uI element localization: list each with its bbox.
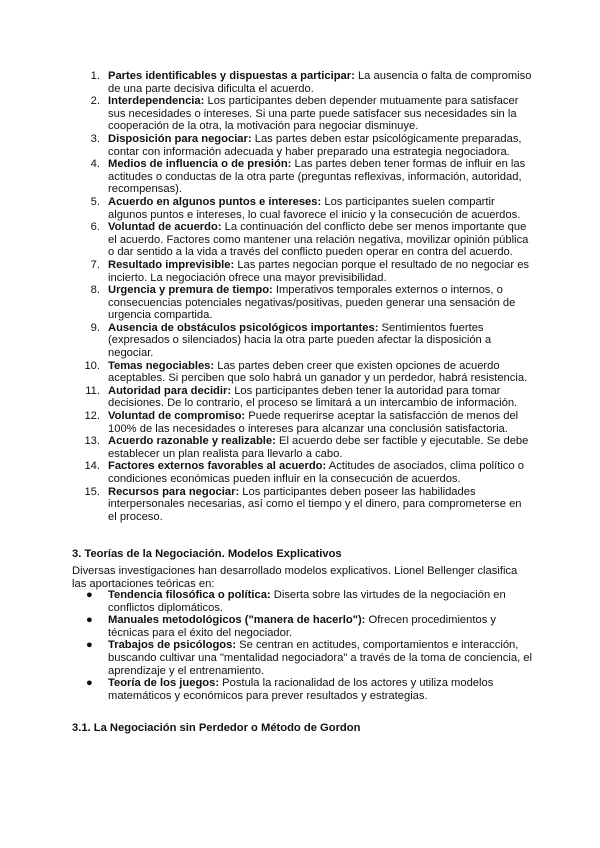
requirements-list [72,70,532,523]
list-item [72,221,532,259]
list-number: 9. [90,321,100,334]
list-term: Acuerdo en algunos puntos e intereses: [108,195,322,208]
bullet-icon: ● [86,677,93,690]
list-text: Las partes deben tener formas de influir en las actitudes o conductas de la otra parte (preguntas reflexivas, información, autoridad, recompensas). [108,158,526,196]
list-text: La ausencia o falta de compromiso de una parte decisiva dificulta el acuerdo. [108,70,532,95]
bullet-term: Tendencia filosófica o política: [108,589,271,601]
bullet-text: Diserta sobre las virtudes de la negociación en conflictos diplomáticos. [108,589,506,614]
list-text: Actitudes de asociados, clima político o condiciones económicas pueden influir en la consecución de acuerdos. [108,460,525,485]
list-term: Interdependencia: [108,95,205,108]
subsection-heading: 3.1. La Negociación sin Perdedor o Método de Gordon [72,722,361,734]
list-item [72,460,532,485]
theories-list [72,589,532,702]
bullet-icon: ● [86,639,93,652]
list-term: Partes identificables y dispuestas a participar: [108,70,355,82]
list-term: Urgencia y premura de tiempo: [108,284,273,297]
list-number: 2. [90,95,100,108]
bullet-icon: ● [86,589,93,601]
list-text: Los participantes deben poseer las habilidades interpersonales necesarias, así como el tiempo y el dinero, para comprometerse en el proceso. [108,485,522,523]
list-text: Los participantes suelen compartir algunos puntos e intereses, lo cual favorece el inicio y la consecución de acuerdos. [108,195,521,221]
list-number: 6. [90,221,100,234]
list-text: La continuación del conflicto debe ser menos importante que el acuerdo. Factores como mantener una relación negativa, movilizar opinión pública o dar sentido a la vida a través del conflicto pueden operar en contra del acuerdo. [108,221,529,259]
list-term: Acuerdo razonable y realizable: [108,435,276,448]
list-term: Disposición para negociar: [108,132,252,145]
list-item [72,70,532,95]
list-number: 5. [90,195,100,208]
list-number: 14. [84,460,100,473]
list-term: Ausencia de obstáculos psicológicos importantes: [108,321,379,334]
list-number: 15. [84,485,100,498]
list-item [72,322,532,360]
bullet-icon: ● [86,614,93,627]
list-term: Voluntad de acuerdo: [108,221,222,234]
list-item [72,158,532,196]
section-heading: 3. Teorías de la Negociación. Modelos Explicativos [72,548,342,560]
list-number: 12. [84,410,100,423]
list-term: Recursos para negociar: [108,485,240,498]
list-text: Las partes deben creer que existen opciones de acuerdo aceptables. Si perciben que solo habrá un ganador y un perdedor, habrá resistencia. [108,359,528,385]
list-item [72,133,532,158]
list-term: Voluntad de compromiso: [108,410,246,423]
list-number: 11. [85,384,100,397]
list-item [72,486,532,524]
bullet-term: Trabajos de psicólogos: [108,639,237,652]
list-item [72,385,532,410]
bullet-text: Se centran en actitudes, comportamientos e interacción, buscando cultivar una "mentalidad negociadora" a través de la toma de conciencia, el aprendizaje y el entrenamiento. [108,639,533,677]
list-text: Las partes negocian porque el resultado de no negociar es incierto. La negociación ofrece una mayor previsibilidad. [108,258,530,284]
list-term: Resultado imprevisible: [108,258,235,271]
bullet-item [72,589,532,614]
list-item [72,259,532,284]
list-term: Autoridad para decidir: [108,384,232,397]
list-text: Sentimientos fuertes (expresados o silenciados) hacia la otra parte pueden afectar la disposición a negociar. [108,321,492,360]
list-text: Las partes deben estar psicológicamente preparadas, contar con información adecuada y haber preparado una estrategia negociadora. [108,132,522,158]
list-item [72,95,532,133]
bullet-text: Postula la racionalidad de los actores y utiliza modelos matemáticos y económicos para prever resultados y estrategias. [108,677,494,702]
list-text: Puede requerirse aceptar la satisfacción de menos del 100% de las necesidades o intereses para alcanzar una conclusión satisfactoria. [108,410,519,435]
list-number: 1. [90,70,100,82]
list-text: Los participantes deben depender mutuamente para satisfacer sus necesidades o intereses. Si una parte puede satisfacer sus necesidades sin la cooperación de la otra, la motivación para negociar disminuye. [108,95,519,133]
list-item [72,410,532,435]
list-number: 7. [90,258,100,271]
list-term: Temas negociables: [108,359,215,372]
list-item [72,284,532,322]
bullet-item [72,639,532,677]
list-item [72,360,532,385]
bullet-text: Ofrecen procedimientos y técnicas para el éxito del negociador. [108,614,497,639]
section-intro: Diversas investigaciones han desarrollado modelos explicativos. Lionel Bellenger clasifica las aportaciones teóricas en: [72,565,518,590]
list-number: 8. [90,284,100,297]
list-item [72,196,532,221]
list-item [72,435,532,460]
list-number: 3. [90,132,100,145]
list-number: 13. [84,435,100,448]
list-text: Imperativos temporales externos o internos, o consecuencias potenciales negativas/positivas, pueden generar una sensación de urgencia compartida. [108,284,516,322]
list-term: Factores externos favorables al acuerdo: [108,460,327,473]
list-text: Los participantes deben tener la autoridad para tomar decisiones. De lo contrario, el proceso se limitará a un intercambio de información. [108,384,518,410]
list-number: 10. [84,359,100,372]
bullet-item [72,677,532,702]
bullet-term: Manuales metodológicos ("manera de hacerlo"): [108,614,366,627]
bullet-item [72,614,532,639]
bullet-term: Teoría de los juegos: [108,677,220,690]
list-text: El acuerdo debe ser factible y ejecutable. Se debe establecer un plan realista para llevarlo a cabo. [108,435,529,460]
list-number: 4. [90,158,100,171]
list-term: Medios de influencia o de presión: [108,158,292,171]
